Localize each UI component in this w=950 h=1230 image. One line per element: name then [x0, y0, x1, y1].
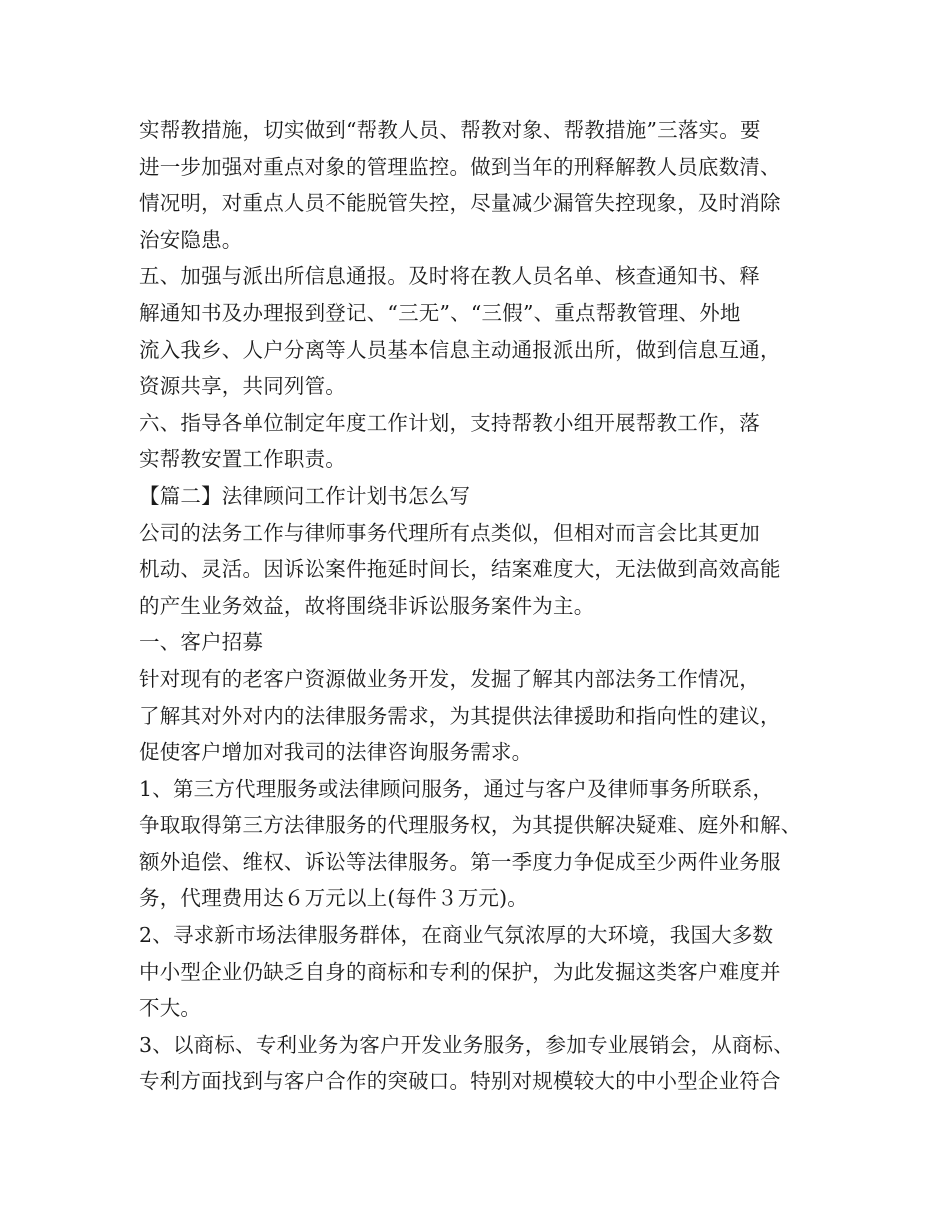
text-line: 情况明，对重点人员不能脱管失控，尽量减少漏管失控现象，及时消除 — [139, 191, 781, 216]
text-line: 额外追偿、维权、诉讼等法律服务。第一季度力争促成至少两件业务服 — [139, 849, 781, 874]
text-line: 流入我乡、人户分离等人员基本信息主动通报派出所，做到信息互通， — [139, 337, 781, 362]
section-heading-customer-recruitment: 一、客户招募 — [139, 630, 264, 655]
item-three-line: 3、以商标、专利业务为客户开发业务服务，参加专业展销会，从商标、 — [139, 1032, 794, 1057]
text-line: 促使客户增加对我司的法律咨询服务需求。 — [139, 740, 533, 765]
section-six-line: 六、指导各单位制定年度工作计划，支持帮教小组开展帮教工作，落 — [139, 410, 760, 435]
text-line: 务，代理费用达６万元以上(每件３万元)。 — [139, 886, 528, 911]
text-line: 实帮教措施，切实做到“帮教人员、帮教对象、帮教措施”三落实。要 — [139, 118, 761, 142]
text-line: 实帮教安置工作职责。 — [139, 447, 346, 472]
item-one-line: 1、第三方代理服务或法律顾问服务，通过与客户及律师事务所联系， — [139, 776, 774, 801]
text-line: 机动、灵活。因诉讼案件拖延时间长，结案难度大，无法做到高效高能 — [139, 557, 781, 582]
item-two-line: 2、寻求新市场法律服务群体，在商业气氛浓厚的大环境，我国大多数 — [139, 923, 774, 948]
document-body — [139, 112, 829, 1100]
text-line: 进一步加强对重点对象的管理监控。做到当年的刑释解教人员底数清、 — [139, 154, 781, 179]
text-line: 了解其对外对内的法律服务需求，为其提供法律援助和指向性的建议， — [139, 703, 781, 728]
text-line: 专利方面找到与客户合作的突破口。特别对规模较大的中小型企业符合 — [139, 1069, 781, 1094]
text-line: 解通知书及办理报到登记、“三无”、“三假”、重点帮教管理、外地 — [139, 300, 741, 325]
text-line: 资源共享，共同列管。 — [139, 374, 346, 399]
text-line: 的产生业务效益，故将围绕非诉讼服务案件为主。 — [139, 593, 595, 618]
text-line: 公司的法务工作与律师事务代理所有点类似，但相对而言会比其更加 — [139, 520, 760, 545]
text-line: 针对现有的老客户资源做业务开发，发掘了解其内部法务工作情况， — [139, 666, 760, 691]
text-line: 中小型企业仍缺乏自身的商标和专利的保护，为此发掘这类客户难度并 — [139, 959, 781, 984]
part-two-heading: 【篇二】法律顾问工作计划书怎么写 — [139, 483, 471, 508]
text-line: 争取取得第三方法律服务的代理服务权，为其提供解决疑难、庭外和解、 — [139, 813, 802, 838]
text-line: 不大。 — [139, 996, 202, 1021]
text-line: 治安隐患。 — [139, 227, 243, 252]
section-five-line: 五、加强与派出所信息通报。及时将在教人员名单、核查通知书、释 — [139, 264, 760, 289]
